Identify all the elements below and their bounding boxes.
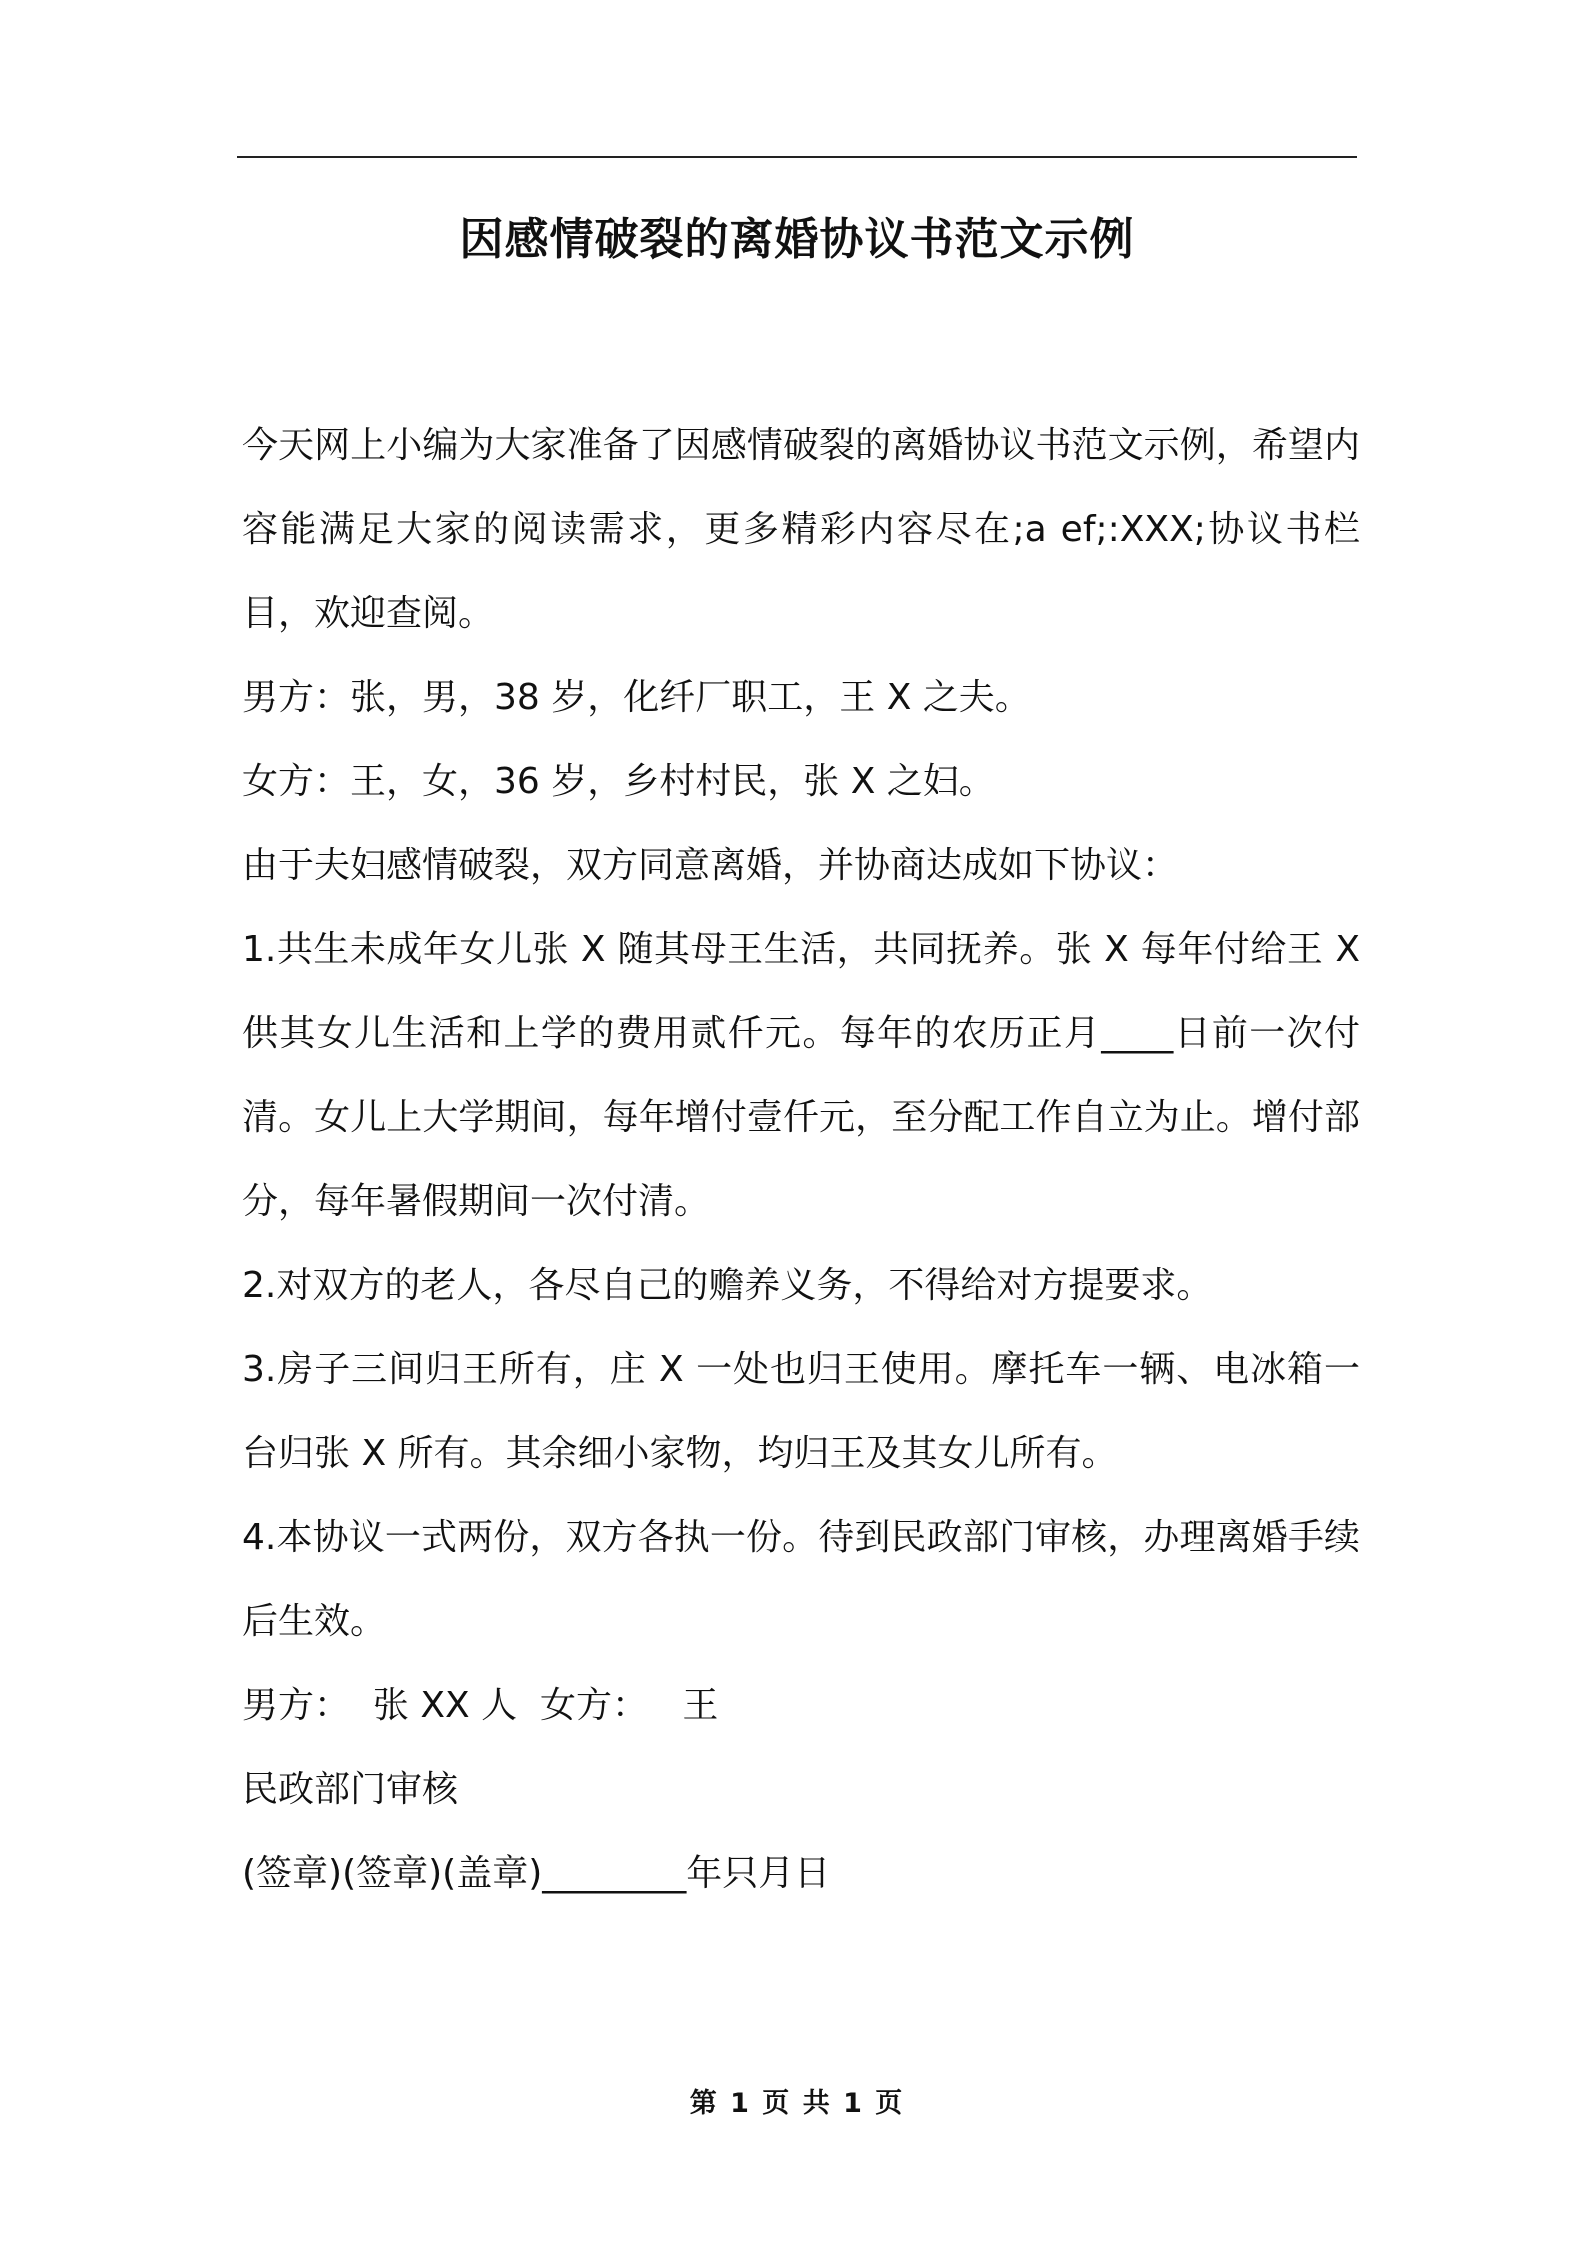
clause-3: 3.房子三间归王所有，庄 X 一处也归王使用。摩托车一辆、电冰箱一台归张 X 所有。其余细小家物，均归王及其女儿所有。 <box>242 1349 1360 1474</box>
signature-line: 男方： 张 XX 人 女方： 王 <box>242 1685 719 1726</box>
wife-info: 女方：王，女，36 岁，乡村村民，张 X 之妇。 <box>242 761 995 802</box>
clause-2: 2.对双方的老人，各尽自己的赡养义务，不得给对方提要求。 <box>242 1265 1213 1306</box>
review-authority: 民政部门审核 <box>242 1769 459 1810</box>
agreement-preamble: 由于夫妇感情破裂，双方同意离婚，并协商达成如下协议： <box>242 845 1179 886</box>
intro-paragraph: 今天网上小编为大家准备了因感情破裂的离婚协议书范文示例，希望内容能满足大家的阅读需求，更多精彩内容尽在;a ef;:XXX;协议书栏目，欢迎查阅。 <box>242 425 1360 634</box>
document-title: 因感情破裂的离婚协议书范文示例 <box>459 214 1135 265</box>
clause-4: 4.本协议一式两份，双方各执一份。待到民政部门审核，办理离婚手续后生效。 <box>242 1517 1360 1642</box>
document-body <box>242 404 1372 1916</box>
seal-date-line: (签章)(签章)(盖章)________年只月日 <box>242 1853 831 1894</box>
header-rule <box>237 156 1357 158</box>
husband-info: 男方：张，男，38 岁，化纤厂职工，王 X 之夫。 <box>242 677 1031 718</box>
page-number: 第 1 页 共 1 页 <box>689 2088 905 2119</box>
clause-1: 1.共生未成年女儿张 X 随其母王生活，共同抚养。张 X 每年付给王 X 供其女儿生活和上学的费用贰仟元。每年的农历正月____日前一次付清。女儿上大学期间，每年增付壹仟元，至分配工作自立为止。增付部分，每年暑假期间一次付清。 <box>242 929 1372 1222</box>
